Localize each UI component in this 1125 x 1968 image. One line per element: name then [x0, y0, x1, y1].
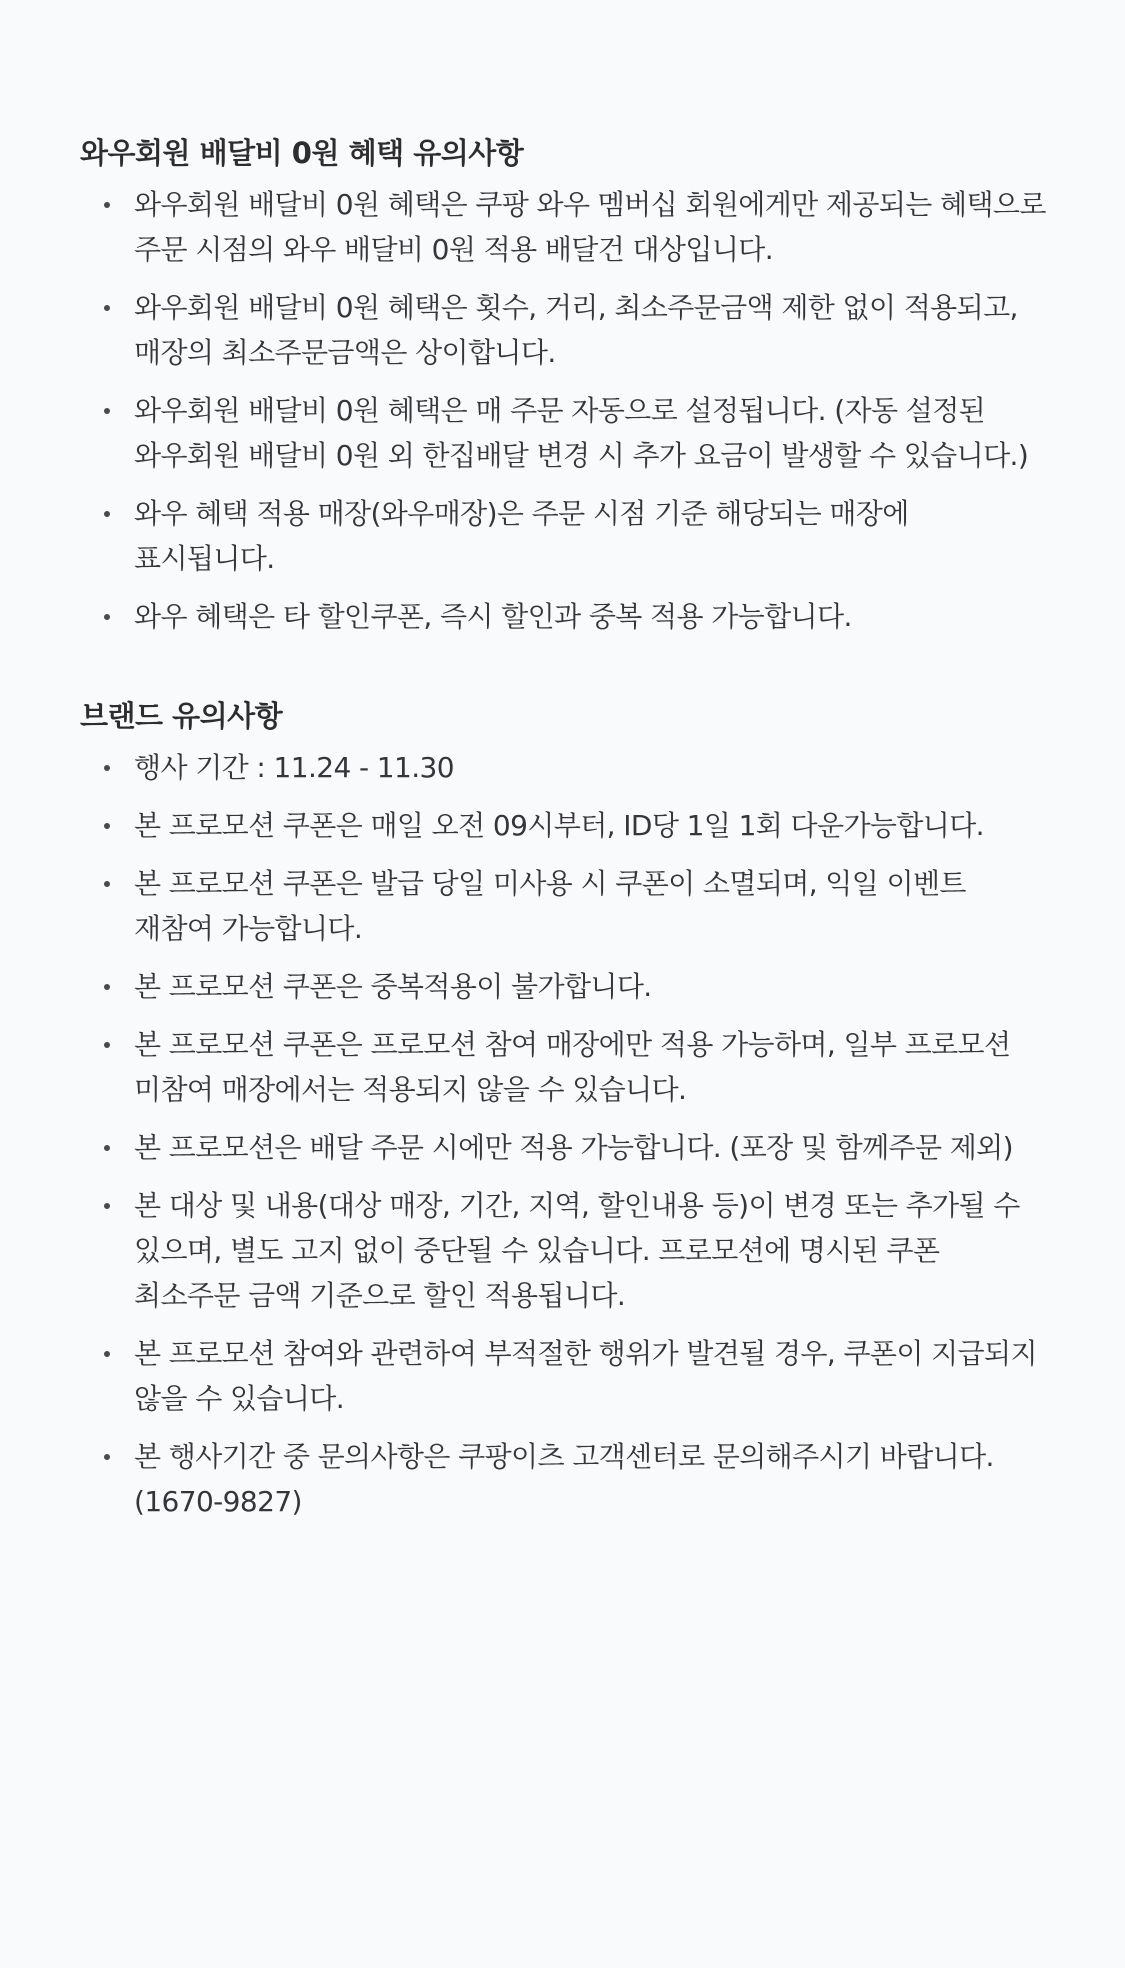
list-item-text: 본 행사기간 중 문의사항은 쿠팡이츠 고객센터로 문의해주시기 바랍니다. (1670-9827): [134, 1440, 994, 1518]
list-item-text: 본 프로모션 참여와 관련하여 부적절한 행위가 발견될 경우, 쿠폰이 지급되지 않을 수 있습니다.: [134, 1337, 1037, 1415]
bullet-icon: [104, 1454, 110, 1460]
list-item-text: 와우회원 배달비 0원 혜택은 쿠팡 와우 멤버십 회원에게만 제공되는 혜택으로 주문 시점의 와우 배달비 0원 적용 배달건 대상입니다.: [134, 188, 1046, 266]
list-item: [80, 964, 1050, 1009]
list-item: [80, 388, 1050, 478]
list-item-text: 본 대상 및 내용(대상 매장, 기간, 지역, 할인내용 등)이 변경 또는 추가될 수 있으며, 별도 고지 없이 중단될 수 있습니다. 프로모션에 명시된 쿠폰 최소주문 금액 기준으로 할인 적용됩니다.: [134, 1189, 1020, 1312]
bullet-icon: [104, 1042, 110, 1048]
list-item: [80, 594, 1050, 639]
bullet-icon: [104, 765, 110, 771]
wow-benefit-notice-section: [80, 128, 1050, 639]
list-item-text: 와우 혜택은 타 할인쿠폰, 즉시 할인과 중복 적용 가능합니다.: [134, 600, 852, 633]
list-item: [80, 861, 1050, 951]
list-item: [80, 182, 1050, 272]
list-item-text: 본 프로모션 쿠폰은 매일 오전 09시부터, ID당 1일 1회 다운가능합니다.: [134, 809, 984, 842]
brand-notice-section: [80, 691, 1050, 1524]
list-item: [80, 1331, 1050, 1421]
list-item-text: 본 프로모션 쿠폰은 중복적용이 불가합니다.: [134, 970, 652, 1003]
list-item-text: 본 프로모션 쿠폰은 프로모션 참여 매장에만 적용 가능하며, 일부 프로모션 미참여 매장에서는 적용되지 않을 수 있습니다.: [134, 1028, 1011, 1106]
section-title: 브랜드 유의사항: [80, 699, 283, 733]
section-title: 와우회원 배달비 0원 혜택 유의사항: [80, 136, 524, 170]
notice-list: [80, 745, 1050, 1524]
list-item-text: 본 프로모션은 배달 주문 시에만 적용 가능합니다. (포장 및 함께주문 제외): [134, 1131, 1013, 1164]
notice-content: [80, 128, 1050, 1537]
list-item-text: 행사 기간 : 11.24 - 11.30: [134, 751, 454, 784]
bullet-icon: [104, 823, 110, 829]
list-item: [80, 745, 1050, 790]
bullet-icon: [104, 1145, 110, 1151]
list-item: [80, 1183, 1050, 1318]
bullet-icon: [104, 1351, 110, 1357]
list-item-text: 와우 혜택 적용 매장(와우매장)은 주문 시점 기준 해당되는 매장에 표시됩니다.: [134, 497, 909, 575]
bullet-icon: [104, 881, 110, 887]
list-item: [80, 491, 1050, 581]
bullet-icon: [104, 614, 110, 620]
list-item: [80, 1125, 1050, 1170]
bullet-icon: [104, 511, 110, 517]
list-item-text: 본 프로모션 쿠폰은 발급 당일 미사용 시 쿠폰이 소멸되며, 익일 이벤트 재참여 가능합니다.: [134, 867, 966, 945]
bullet-icon: [104, 202, 110, 208]
bullet-icon: [104, 305, 110, 311]
list-item: [80, 1434, 1050, 1524]
bullet-icon: [104, 408, 110, 414]
list-item: [80, 1022, 1050, 1112]
bullet-icon: [104, 1203, 110, 1209]
notice-list: [80, 182, 1050, 639]
list-item-text: 와우회원 배달비 0원 혜택은 횟수, 거리, 최소주문금액 제한 없이 적용되고,매장의 최소주문금액은 상이합니다.: [134, 291, 1018, 369]
list-item-text: 와우회원 배달비 0원 혜택은 매 주문 자동으로 설정됩니다. (자동 설정된 와우회원 배달비 0원 외 한집배달 변경 시 추가 요금이 발생할 수 있습니다.): [134, 394, 1029, 472]
list-item: [80, 803, 1050, 848]
bullet-icon: [104, 984, 110, 990]
list-item: [80, 285, 1050, 375]
